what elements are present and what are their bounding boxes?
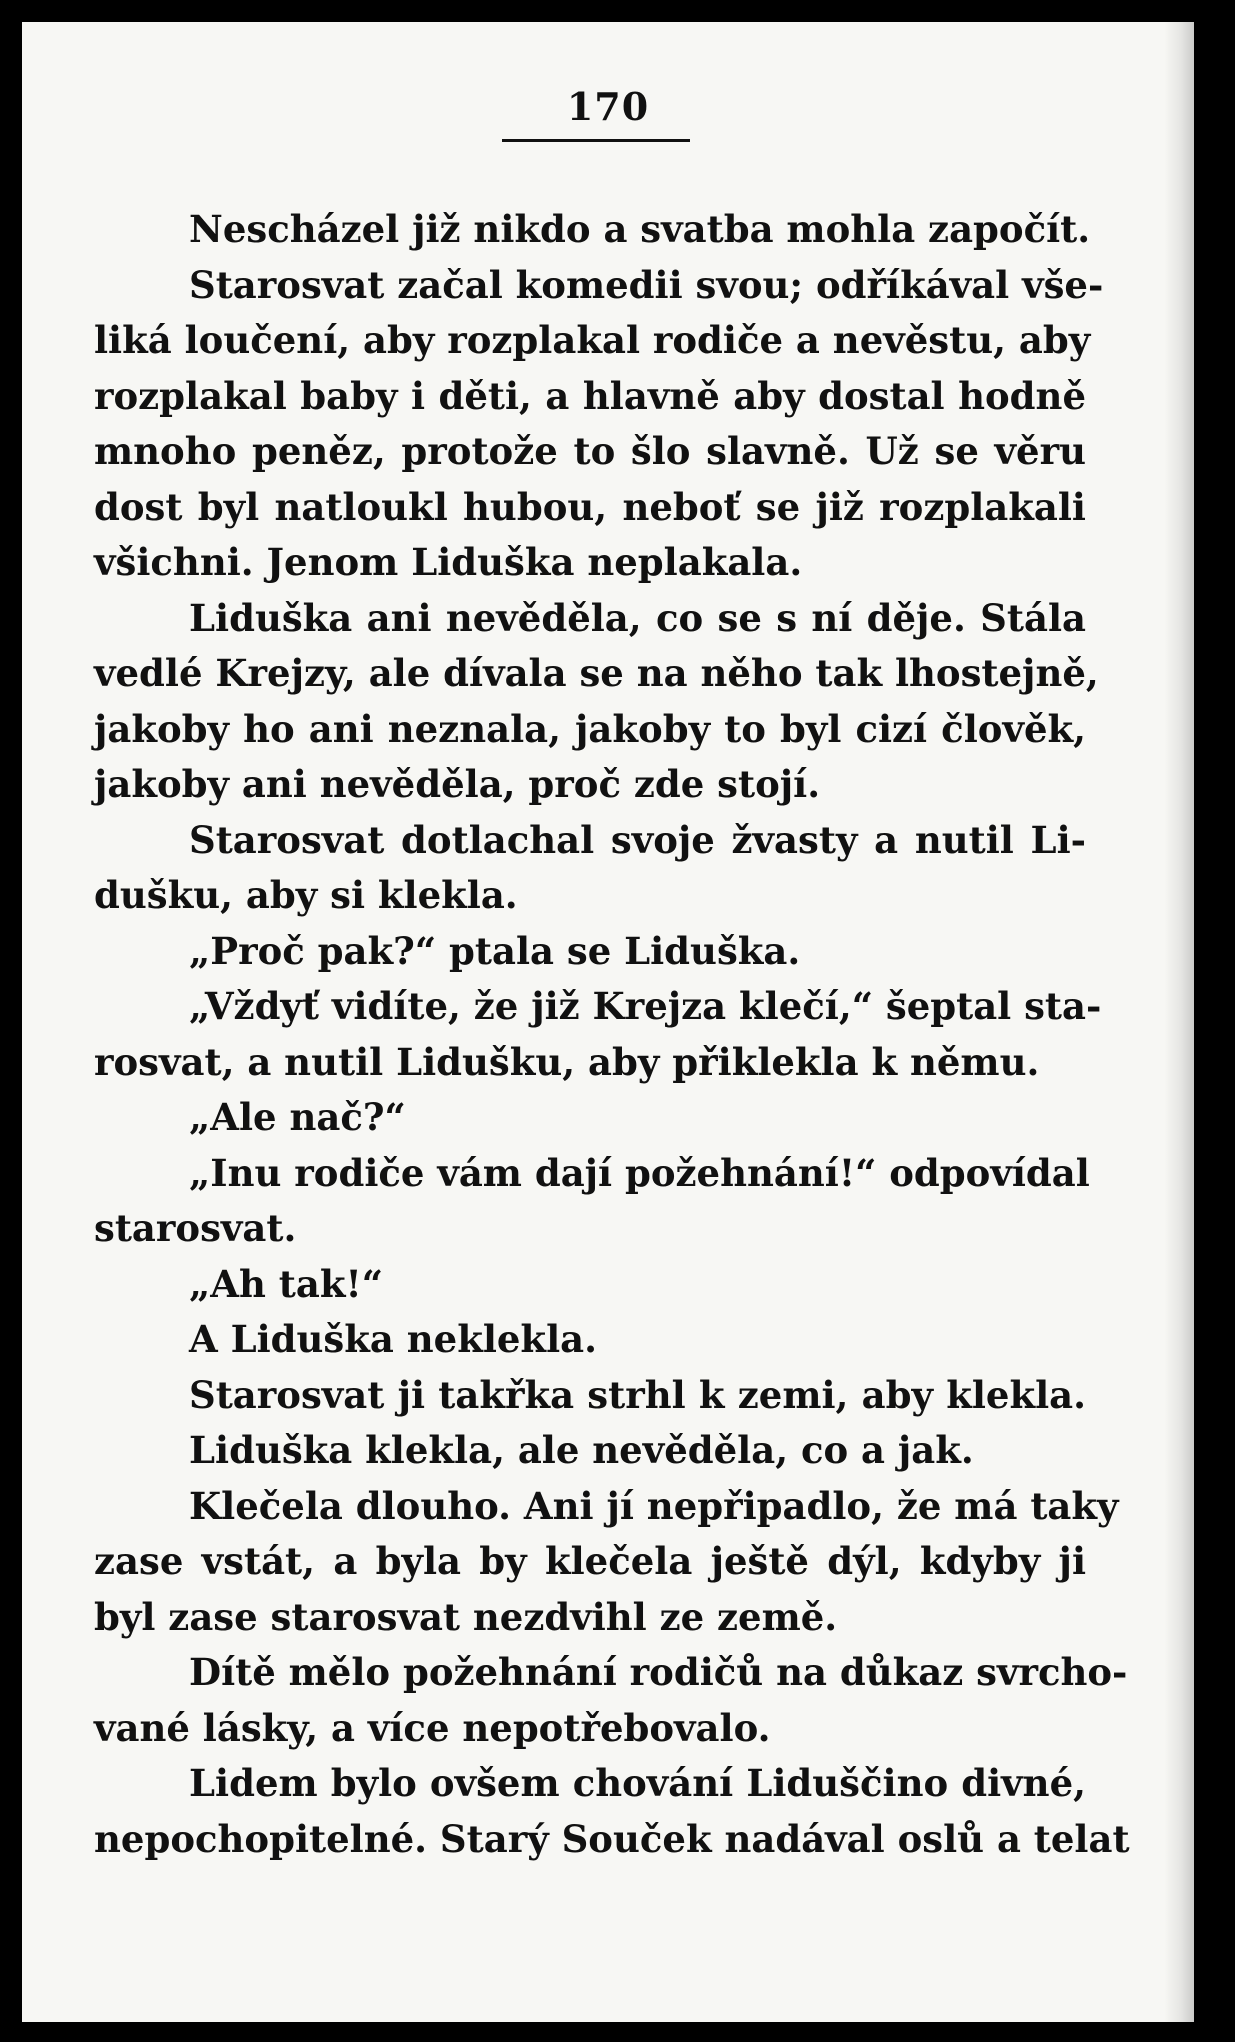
text-line: Nescházel již nikdo a svatba mohla započít.: [189, 207, 1091, 251]
text-line: „Vždyť vidíte, že již Krejza klečí,“ šeptal sta-: [189, 984, 1102, 1028]
page-number: 170: [566, 84, 650, 129]
text-line: Starosvat začal komedii svou; odříkával vše-: [189, 262, 1104, 307]
text-line: Starosvat dotlachal svoje žvasty a nutil Li-: [189, 817, 1086, 862]
text-line: starosvat.: [94, 1206, 297, 1250]
text-line: dušku, aby si klekla.: [94, 873, 518, 917]
text-line: rozplakal baby i děti, a hlavně aby dostal hodně: [94, 373, 1086, 418]
text-line: jakoby ani nevěděla, proč zde stojí.: [94, 762, 821, 806]
body-text: [94, 202, 1130, 1867]
text-line: vedlé Krejzy, ale dívala se na něho tak lhostejně,: [94, 651, 1099, 695]
text-line: jakoby ho ani neznala, jakoby to byl cizí člověk,: [94, 706, 1086, 751]
text-line: nepochopitelné. Starý Souček nadával oslů a telat: [94, 1816, 1130, 1861]
text-line: Lidem bylo ovšem chování Liduščino divné,: [189, 1761, 1086, 1805]
text-line: zase vstát, a byla by klečela ještě dýl, kdyby ji: [94, 1539, 1086, 1583]
text-line: vané lásky, a více nepotřebovalo.: [94, 1705, 771, 1750]
text-line: Dítě mělo požehnání rodičů na důkaz svrcho-: [189, 1650, 1128, 1694]
text-line: „Ale nač?“: [189, 1095, 406, 1139]
text-line: dost byl natloukl hubou, neboť se již rozplakali: [94, 484, 1086, 529]
text-line: rosvat, a nutil Lidušku, aby přiklekla k němu.: [94, 1039, 1040, 1084]
text-line: Klečela dlouho. Ani jí nepřipadlo, že má taky: [189, 1483, 1119, 1528]
text-line: A Liduška neklekla.: [189, 1317, 597, 1361]
book-page: [22, 22, 1194, 2022]
text-line: „Proč pak?“ ptala se Liduška.: [189, 928, 801, 973]
text-line: všichni. Jenom Liduška neplakala.: [94, 540, 803, 584]
text-line: Starosvat ji takřka strhl k zemi, aby klekla.: [189, 1372, 1086, 1417]
text-line: byl zase starosvat nezdvihl ze země.: [94, 1594, 838, 1639]
page-number-rule: [502, 139, 690, 142]
text-line: Liduška ani nevěděla, co se s ní děje. Stála: [189, 595, 1086, 640]
text-line: „Ah tak!“: [189, 1261, 383, 1306]
text-line: Liduška klekla, ale nevěděla, co a jak.: [189, 1428, 974, 1472]
text-line: „Inu rodiče vám dají požehnání!“ odpovídal: [189, 1150, 1090, 1195]
text-line: mnoho peněz, protože to šlo slavně. Už se věru: [94, 429, 1086, 473]
page-edge-shadow: [1164, 22, 1194, 2022]
text-line: liká loučení, aby rozplakal rodiče a nevěstu, aby: [94, 318, 1091, 362]
